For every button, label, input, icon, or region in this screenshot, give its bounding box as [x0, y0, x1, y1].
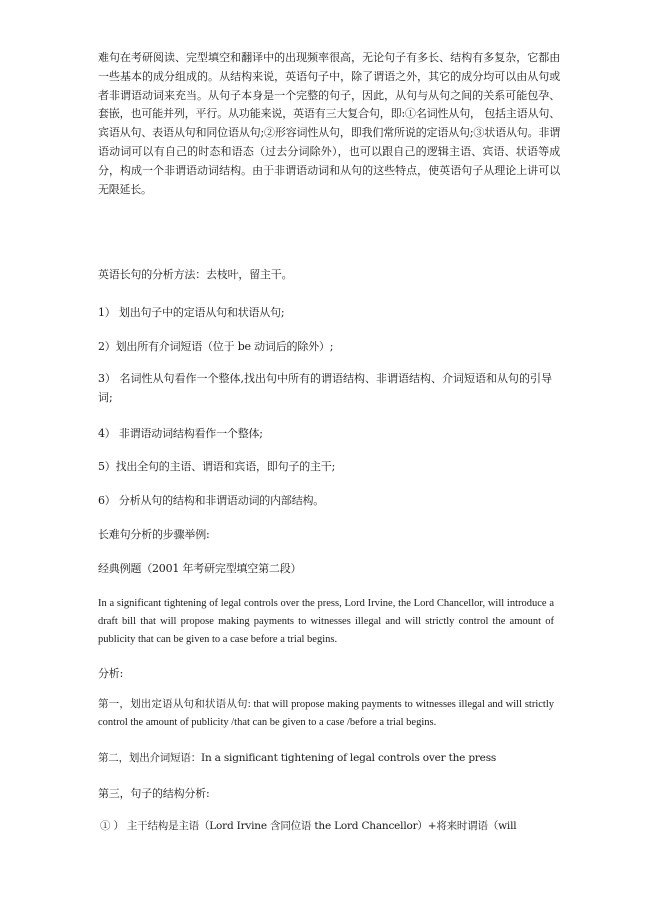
analysis-item-one: ① ） 主干结构是主语（Lord Irvine 含同位语 the Lord Chancellor）+将来时谓语（will [100, 820, 517, 832]
step-3: 3） 名词性从句看作一个整体,找出句中所有的谓语结构、非谓语结构、介词短语和从句的引导词; [98, 372, 552, 404]
step-6: 6） 分析从句的结构和非谓语动词的内部结构。 [98, 494, 325, 507]
intro-paragraph: 难句在考研阅读、完型填空和翻译中的出现频率很高，无论句子有多长、结构有多复杂，它都由一些基本的成分组成的。从结构来说，英语句子中，除了谓语之外，其它的成分均可以由从句或者非谓语动词来充当。从句子本身是一个完整的句子，因此，从句与从句之间的关系可能包孕、套嵌，也可能并列，平行。从功能来说，英语有三大复合句，即:①名词性从句， 包括主语从句、宾语从句、表语从句和同位语从句;②形容词性从句，即我们常所说的定语从句;③状语从句。非谓语动词可以有自己的时态和语态（过去分词除外），也可以跟自己的逻辑主语、宾语、状语等成分，构成一个非谓语动词结构。由于非谓语动词和从句的这些特点，使英语句子从理论上讲可以无限延长。 [98, 51, 560, 196]
analysis-label: 分析: [98, 667, 124, 680]
step-4: 4） 非谓语动词结构看作一个整体; [98, 427, 263, 440]
analysis-third: 第三，句子的结构分析: [98, 787, 210, 800]
analysis-second: 第二，划出介词短语：In a significant tightening of legal controls over the press [98, 752, 497, 764]
example-heading: 长难句分析的步骤举例: [98, 528, 210, 541]
method-title: 英语长句的分析方法：去枝叶，留主干。 [98, 268, 293, 281]
step-1: 1） 划出句子中的定语从句和状语从句; [98, 306, 285, 319]
step-2: 2）划出所有介词短语（位于 be 动词后的除外）; [98, 340, 334, 353]
step-5: 5）找出全句的主语、谓语和宾语，即句子的主干; [98, 460, 336, 473]
english-example-sentence: In a significant tightening of legal controls over the press, Lord Irvine, the Lord Chancellor, will introduce a draft bill that will propose making payments to witnesses illegal and will strictly control the amount of publicity that can be given to a case before a trial begins. [98, 598, 554, 645]
analysis-first: 第一，划出定语从句和状语从句: that will propose making payments to witnesses illegal and will strictly control the amount of publicity /that can be given to a case /before a trial begins. [98, 699, 554, 728]
classic-title: 经典例题（2001 年考研完型填空第二段） [98, 562, 302, 575]
